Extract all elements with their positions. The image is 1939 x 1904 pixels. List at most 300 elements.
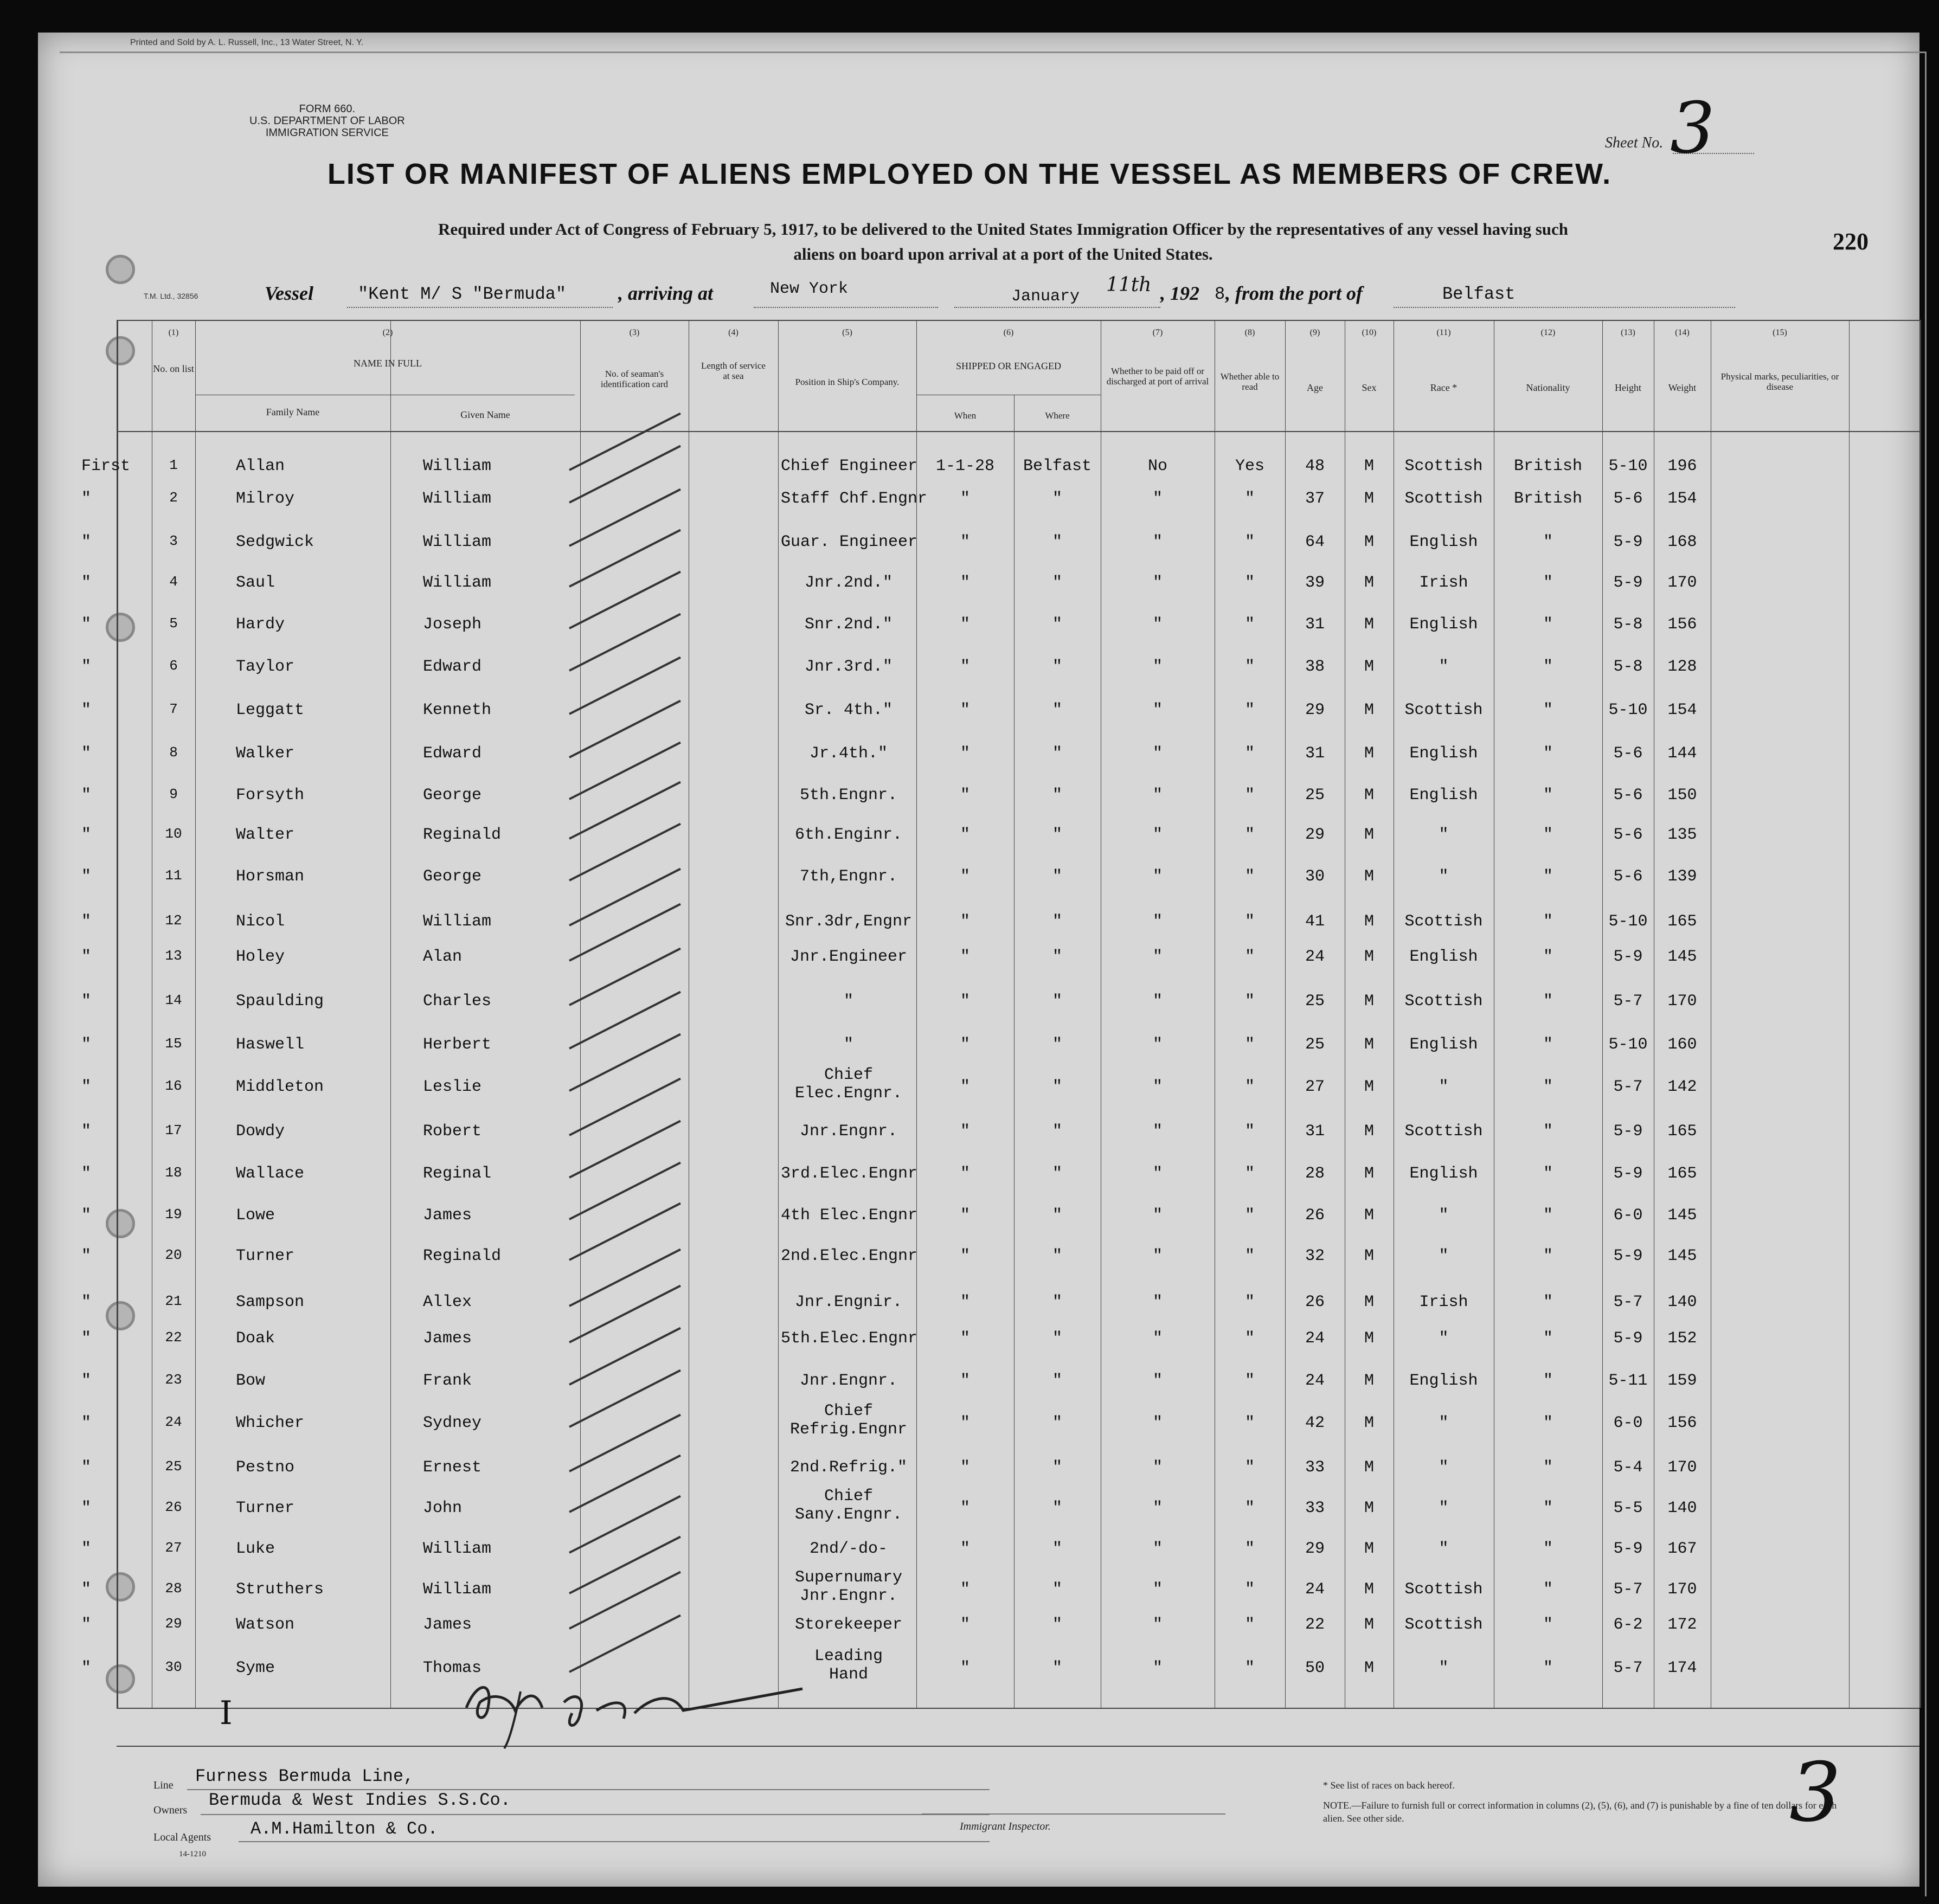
col13-header: Height [1615, 382, 1641, 393]
shipped-where: " [1052, 1499, 1062, 1517]
paid-off: No [1147, 457, 1167, 475]
position: 5th.Engnr. [799, 786, 898, 805]
nationality: " [1543, 701, 1553, 719]
height: 5-10 [1608, 701, 1648, 719]
able-to-read: " [1244, 1616, 1255, 1634]
shipped-where: " [1052, 574, 1062, 592]
shipped-where: " [1052, 744, 1062, 763]
able-to-read: " [1244, 992, 1255, 1011]
shipped-where: " [1052, 615, 1062, 634]
weight: 172 [1667, 1616, 1697, 1634]
sex: M [1364, 826, 1374, 844]
row-number: 12 [165, 912, 182, 929]
row-margin-mark: " [81, 490, 92, 508]
handwritten-sheet-number: 3 [1789, 1746, 1841, 1840]
family-name: Saul [236, 574, 275, 592]
sex: M [1364, 1499, 1374, 1517]
position: Jnr.Engnr. [799, 1372, 898, 1390]
height: 5-7 [1613, 1078, 1643, 1096]
shipped-where: " [1052, 1372, 1062, 1390]
nationality: " [1543, 1206, 1553, 1225]
age: 48 [1305, 457, 1325, 475]
shipped-when: " [960, 701, 970, 719]
race: English [1409, 1372, 1478, 1390]
given-name: John [423, 1499, 463, 1517]
row-number: 19 [165, 1206, 182, 1223]
able-to-read: " [1244, 1247, 1255, 1265]
age: 26 [1305, 1206, 1325, 1225]
col2-family-header: Family Name [266, 407, 320, 417]
weight: 196 [1667, 457, 1697, 475]
row-number: 23 [165, 1372, 182, 1388]
row-number: 10 [165, 826, 182, 842]
shipped-where: " [1052, 826, 1062, 844]
col15-number: (15) [1773, 328, 1787, 337]
family-name: Spaulding [236, 992, 324, 1011]
height: 5-6 [1613, 744, 1643, 763]
position: Chief Sany.Engnr. [794, 1487, 903, 1524]
row-number: 20 [165, 1247, 182, 1263]
given-name: William [423, 533, 492, 551]
column-rule [1849, 320, 1850, 1708]
col2-header: NAME IN FULL [354, 358, 422, 369]
owners-value: Bermuda & West Indies S.S.Co. [209, 1790, 511, 1810]
from-port: Belfast [1442, 284, 1516, 304]
row-number: 5 [169, 615, 178, 632]
shipped-where: " [1052, 1293, 1062, 1311]
position: 4th Elec.Engnr [781, 1206, 918, 1225]
age: 42 [1305, 1414, 1325, 1432]
row-number: 28 [165, 1580, 182, 1597]
able-to-read: " [1244, 1659, 1255, 1677]
sex: M [1364, 1035, 1374, 1054]
race: " [1439, 1414, 1449, 1432]
age: 25 [1305, 786, 1325, 805]
family-name: Haswell [236, 1035, 305, 1054]
age: 24 [1305, 948, 1325, 966]
nationality: " [1543, 1293, 1553, 1311]
sex: M [1364, 1078, 1374, 1096]
col15-header: Physical marks, peculiarities, or disease [1720, 371, 1839, 392]
row-margin-mark: " [81, 786, 92, 805]
race: " [1439, 826, 1449, 844]
paid-off: " [1152, 1458, 1163, 1477]
nationality: " [1543, 574, 1553, 592]
paid-off: " [1152, 1206, 1163, 1225]
position: " [843, 992, 853, 1011]
given-name: Edward [423, 744, 482, 763]
row-number: 30 [165, 1659, 182, 1675]
height: 5-8 [1613, 615, 1643, 634]
col10-number: (10) [1362, 328, 1377, 337]
family-name: Walter [236, 826, 295, 844]
race: Scottish [1404, 1122, 1483, 1141]
row-number: 1 [169, 457, 178, 473]
height: 5-9 [1613, 574, 1643, 592]
family-name: Sedgwick [236, 533, 314, 551]
age: 22 [1305, 1616, 1325, 1634]
column-rule [916, 320, 917, 1708]
shipped-when: " [960, 1580, 970, 1599]
position: Storekeeper [794, 1616, 903, 1634]
race: " [1439, 1078, 1449, 1096]
family-name: Struthers [236, 1580, 324, 1599]
subtitle-line-2: aliens on board upon arrival at a port of the United States. [793, 245, 1213, 263]
paid-off: " [1152, 1035, 1163, 1054]
position: 3rd.Elec.Engnr [781, 1165, 918, 1183]
height: 5-7 [1613, 1580, 1643, 1599]
row-margin-mark: " [81, 1035, 92, 1054]
race: English [1409, 744, 1478, 763]
col8-header: Whether able to read [1220, 371, 1280, 392]
shipped-when: " [960, 658, 970, 676]
row-margin-mark: " [81, 701, 92, 719]
shipped-where: " [1052, 867, 1062, 886]
paid-off: " [1152, 1499, 1163, 1517]
paid-off: " [1152, 490, 1163, 508]
shipped-when: " [960, 1540, 970, 1558]
age: 25 [1305, 992, 1325, 1011]
height: 5-6 [1613, 490, 1643, 508]
sheet-number: 3 [1670, 87, 1715, 169]
agents-label: Local Agents [153, 1831, 211, 1843]
height: 5-9 [1613, 948, 1643, 966]
height: 5-9 [1613, 1165, 1643, 1183]
department-name: U.S. DEPARTMENT OF LABOR [249, 115, 405, 127]
row-margin-mark: " [81, 1165, 92, 1183]
col12-number: (12) [1540, 328, 1556, 337]
position: Chief Elec.Engnr. [794, 1066, 903, 1103]
weight: 170 [1667, 574, 1697, 592]
family-name: Milroy [236, 490, 295, 508]
sex: M [1364, 1659, 1374, 1677]
given-name: Ernest [423, 1458, 482, 1477]
shipped-when: " [960, 1659, 970, 1677]
sex: M [1364, 701, 1374, 719]
age: 25 [1305, 1035, 1325, 1054]
row-number: 17 [165, 1122, 182, 1138]
col7-header: Whether to be paid off or discharged at port of arrival [1106, 366, 1209, 387]
shipped-where: " [1052, 490, 1062, 508]
sex: M [1364, 992, 1374, 1011]
height: 5-5 [1613, 1499, 1643, 1517]
sex: M [1364, 1165, 1374, 1183]
height: 5-7 [1613, 1293, 1643, 1311]
row-margin-mark: " [81, 658, 92, 676]
given-name: Joseph [423, 615, 482, 634]
able-to-read: Yes [1235, 457, 1264, 475]
position: Jnr.Engnir. [794, 1293, 903, 1311]
shipped-where: " [1052, 701, 1062, 719]
row-number: 3 [169, 533, 178, 549]
able-to-read: " [1244, 1372, 1255, 1390]
paid-off: " [1152, 744, 1163, 763]
row-number: 2 [169, 490, 178, 506]
family-name: Walker [236, 744, 295, 763]
row-margin-mark: " [81, 1329, 92, 1348]
nationality: " [1543, 615, 1553, 634]
shipped-when: " [960, 826, 970, 844]
weight: 154 [1667, 490, 1697, 508]
given-name: Reginal [423, 1165, 492, 1183]
family-name: Pestno [236, 1458, 295, 1477]
weight: 142 [1667, 1078, 1697, 1096]
page-title: LIST OR MANIFEST OF ALIENS EMPLOYED ON THE VESSEL AS MEMBERS OF CREW. [327, 158, 1612, 190]
line-label: Line [153, 1779, 174, 1791]
shipped-when: 1-1-28 [935, 457, 995, 475]
family-name: Hardy [236, 615, 285, 634]
height: 5-4 [1613, 1458, 1643, 1477]
row-number: 16 [165, 1078, 182, 1094]
sex: M [1364, 1540, 1374, 1558]
paid-off: " [1152, 574, 1163, 592]
shipped-when: " [960, 1247, 970, 1265]
table-bottom-rule [117, 1708, 1919, 1709]
height: 5-7 [1613, 992, 1643, 1011]
sex: M [1364, 1616, 1374, 1634]
given-name: George [423, 867, 482, 886]
page-number: 220 [1833, 228, 1869, 255]
nationality: " [1543, 1035, 1553, 1054]
weight: 135 [1667, 826, 1697, 844]
given-name: Leslie [423, 1078, 482, 1096]
row-number: 13 [165, 948, 182, 964]
weight: 165 [1667, 912, 1697, 931]
col6-where-header: Where [1045, 410, 1070, 421]
paid-off: " [1152, 533, 1163, 551]
row-margin-mark: First [81, 457, 131, 475]
table-top-rule [117, 320, 1919, 321]
row-margin-mark: " [81, 1499, 92, 1517]
race: " [1439, 1247, 1449, 1265]
row-margin-mark: " [81, 1580, 92, 1599]
col6-number: (6) [1003, 328, 1014, 337]
shipped-when: " [960, 948, 970, 966]
paid-off: " [1152, 826, 1163, 844]
subtitle-line-1: Required under Act of Congress of February 5, 1917, to be delivered to the United States Immigration Officer by the representatives of any vessel having such [438, 220, 1569, 239]
position: Snr.3dr,Engnr [785, 912, 913, 931]
height: 6-2 [1613, 1616, 1643, 1634]
nationality: British [1513, 490, 1583, 508]
row-margin-mark: " [81, 992, 92, 1011]
family-name: Whicher [236, 1414, 305, 1432]
arrival-day: 11th [1106, 274, 1152, 296]
paid-off: " [1152, 1078, 1163, 1096]
height: 5-9 [1613, 1122, 1643, 1141]
nationality: " [1543, 1165, 1553, 1183]
col10-header: Sex [1362, 382, 1377, 393]
row-number: 26 [165, 1499, 182, 1515]
shipped-when: " [960, 490, 970, 508]
row-margin-mark: " [81, 744, 92, 763]
shipped-where: " [1052, 1659, 1062, 1677]
able-to-read: " [1244, 1293, 1255, 1311]
inspector-signature-line [922, 1813, 1225, 1815]
shipped-when: " [960, 533, 970, 551]
shipped-where: " [1052, 1078, 1062, 1096]
given-name: Sydney [423, 1414, 482, 1432]
age: 24 [1305, 1372, 1325, 1390]
able-to-read: " [1244, 786, 1255, 805]
weight: 152 [1667, 1329, 1697, 1348]
row-number: 11 [165, 867, 182, 884]
weight: 159 [1667, 1372, 1697, 1390]
age: 32 [1305, 1247, 1325, 1265]
paid-off: " [1152, 1616, 1163, 1634]
given-name: Kenneth [423, 701, 492, 719]
sex: M [1364, 1414, 1374, 1432]
owners-label: Owners [153, 1804, 188, 1816]
row-number: 22 [165, 1329, 182, 1346]
row-number: 7 [169, 701, 178, 717]
shipped-where: " [1052, 658, 1062, 676]
row-margin-mark: " [81, 1458, 92, 1477]
race: Irish [1419, 574, 1468, 592]
sex: M [1364, 1206, 1374, 1225]
height: 5-10 [1608, 912, 1648, 931]
given-name: Alan [423, 948, 463, 966]
sex: M [1364, 1458, 1374, 1477]
able-to-read: " [1244, 1078, 1255, 1096]
given-name: William [423, 1580, 492, 1599]
weight: 145 [1667, 948, 1697, 966]
able-to-read: " [1244, 1206, 1255, 1225]
position: Snr.2nd." [804, 615, 893, 634]
race: English [1409, 1035, 1478, 1054]
able-to-read: " [1244, 912, 1255, 931]
age: 33 [1305, 1499, 1325, 1517]
age: 24 [1305, 1580, 1325, 1599]
age: 38 [1305, 658, 1325, 676]
sex: M [1364, 744, 1374, 763]
given-name: Edward [423, 658, 482, 676]
race: Scottish [1404, 457, 1483, 475]
arrival-month: January [1011, 287, 1080, 306]
nationality: " [1543, 1414, 1553, 1432]
able-to-read: " [1244, 1458, 1255, 1477]
height: 5-11 [1608, 1372, 1648, 1390]
given-name: William [423, 490, 492, 508]
given-name: Charles [423, 992, 492, 1011]
family-name: Luke [236, 1540, 275, 1558]
col9-number: (9) [1309, 328, 1320, 337]
able-to-read: " [1244, 826, 1255, 844]
nationality: " [1543, 1458, 1553, 1477]
family-name: Dowdy [236, 1122, 285, 1141]
row-number: 4 [169, 574, 178, 590]
col6-when-header: When [954, 410, 977, 421]
weight: 140 [1667, 1293, 1697, 1311]
nationality: " [1543, 992, 1553, 1011]
position: Chief Engineer [781, 457, 918, 475]
family-name: Forsyth [236, 786, 305, 805]
race: English [1409, 615, 1478, 634]
weight: 165 [1667, 1165, 1697, 1183]
age: 39 [1305, 574, 1325, 592]
nationality: " [1543, 867, 1553, 886]
sex: M [1364, 457, 1374, 475]
shipped-where: " [1052, 1206, 1062, 1225]
row-number: 24 [165, 1414, 182, 1430]
col7-number: (7) [1152, 328, 1163, 337]
age: 41 [1305, 912, 1325, 931]
weight: 144 [1667, 744, 1697, 763]
col8-number: (8) [1244, 328, 1255, 337]
shipped-when: " [960, 867, 970, 886]
sex: M [1364, 658, 1374, 676]
race: " [1439, 1499, 1449, 1517]
height: 6-0 [1613, 1414, 1643, 1432]
shipped-where: " [1052, 912, 1062, 931]
shipped-where: " [1052, 1540, 1062, 1558]
weight: 170 [1667, 1580, 1697, 1599]
penalty-note: NOTE.—Failure to furnish full or correct information in columns (2), (5), (6), and (7) is punishable by a fine of ten dollars for each alien. See other side. [1323, 1800, 1837, 1824]
given-name: Reginald [423, 826, 502, 844]
race: Scottish [1404, 992, 1483, 1011]
col9-header: Age [1307, 382, 1323, 393]
col11-number: (11) [1436, 328, 1451, 337]
sex: M [1364, 1580, 1374, 1599]
year-prefix: , 192 [1160, 282, 1199, 304]
height: 5-9 [1613, 1540, 1643, 1558]
sex: M [1364, 1329, 1374, 1348]
position: 5th.Elec.Engnr [781, 1329, 918, 1348]
race: Scottish [1404, 701, 1483, 719]
position: 7th,Engnr. [799, 867, 898, 886]
family-name: Middleton [236, 1078, 324, 1096]
row-number: 29 [165, 1616, 182, 1632]
col14-number: (14) [1675, 328, 1690, 337]
family-name: Turner [236, 1247, 295, 1265]
able-to-read: " [1244, 948, 1255, 966]
column-rule [195, 320, 196, 1708]
shipped-where: " [1052, 948, 1062, 966]
position: Jnr.Engnr. [799, 1122, 898, 1141]
age: 64 [1305, 533, 1325, 551]
race: " [1439, 1458, 1449, 1477]
nationality: " [1543, 533, 1553, 551]
column-rule [390, 320, 391, 1708]
age: 33 [1305, 1458, 1325, 1477]
nationality: " [1543, 744, 1553, 763]
given-name: James [423, 1616, 472, 1634]
paid-off: " [1152, 1414, 1163, 1432]
height: 5-10 [1608, 1035, 1648, 1054]
age: 29 [1305, 1540, 1325, 1558]
family-name: Turner [236, 1499, 295, 1517]
shipped-where: Belfast [1023, 457, 1092, 475]
col1-header: No. on list [153, 363, 194, 374]
vessel-label: Vessel [265, 282, 313, 304]
sex: M [1364, 1247, 1374, 1265]
paid-off: " [1152, 1165, 1163, 1183]
family-name: Doak [236, 1329, 275, 1348]
able-to-read: " [1244, 1122, 1255, 1141]
column-rule [778, 320, 779, 1708]
row-margin-mark: " [81, 1122, 92, 1141]
paid-off: " [1152, 1659, 1163, 1677]
position: 2nd.Refrig." [789, 1458, 908, 1477]
row-number: 14 [165, 992, 182, 1008]
nationality: " [1543, 1499, 1553, 1517]
family-name: Leggatt [236, 701, 305, 719]
race: English [1409, 786, 1478, 805]
row-margin-mark: " [81, 1247, 92, 1265]
col1-number: (1) [168, 328, 179, 337]
row-margin-mark: " [81, 912, 92, 931]
height: 5-9 [1613, 533, 1643, 551]
row-number: 21 [165, 1293, 182, 1309]
